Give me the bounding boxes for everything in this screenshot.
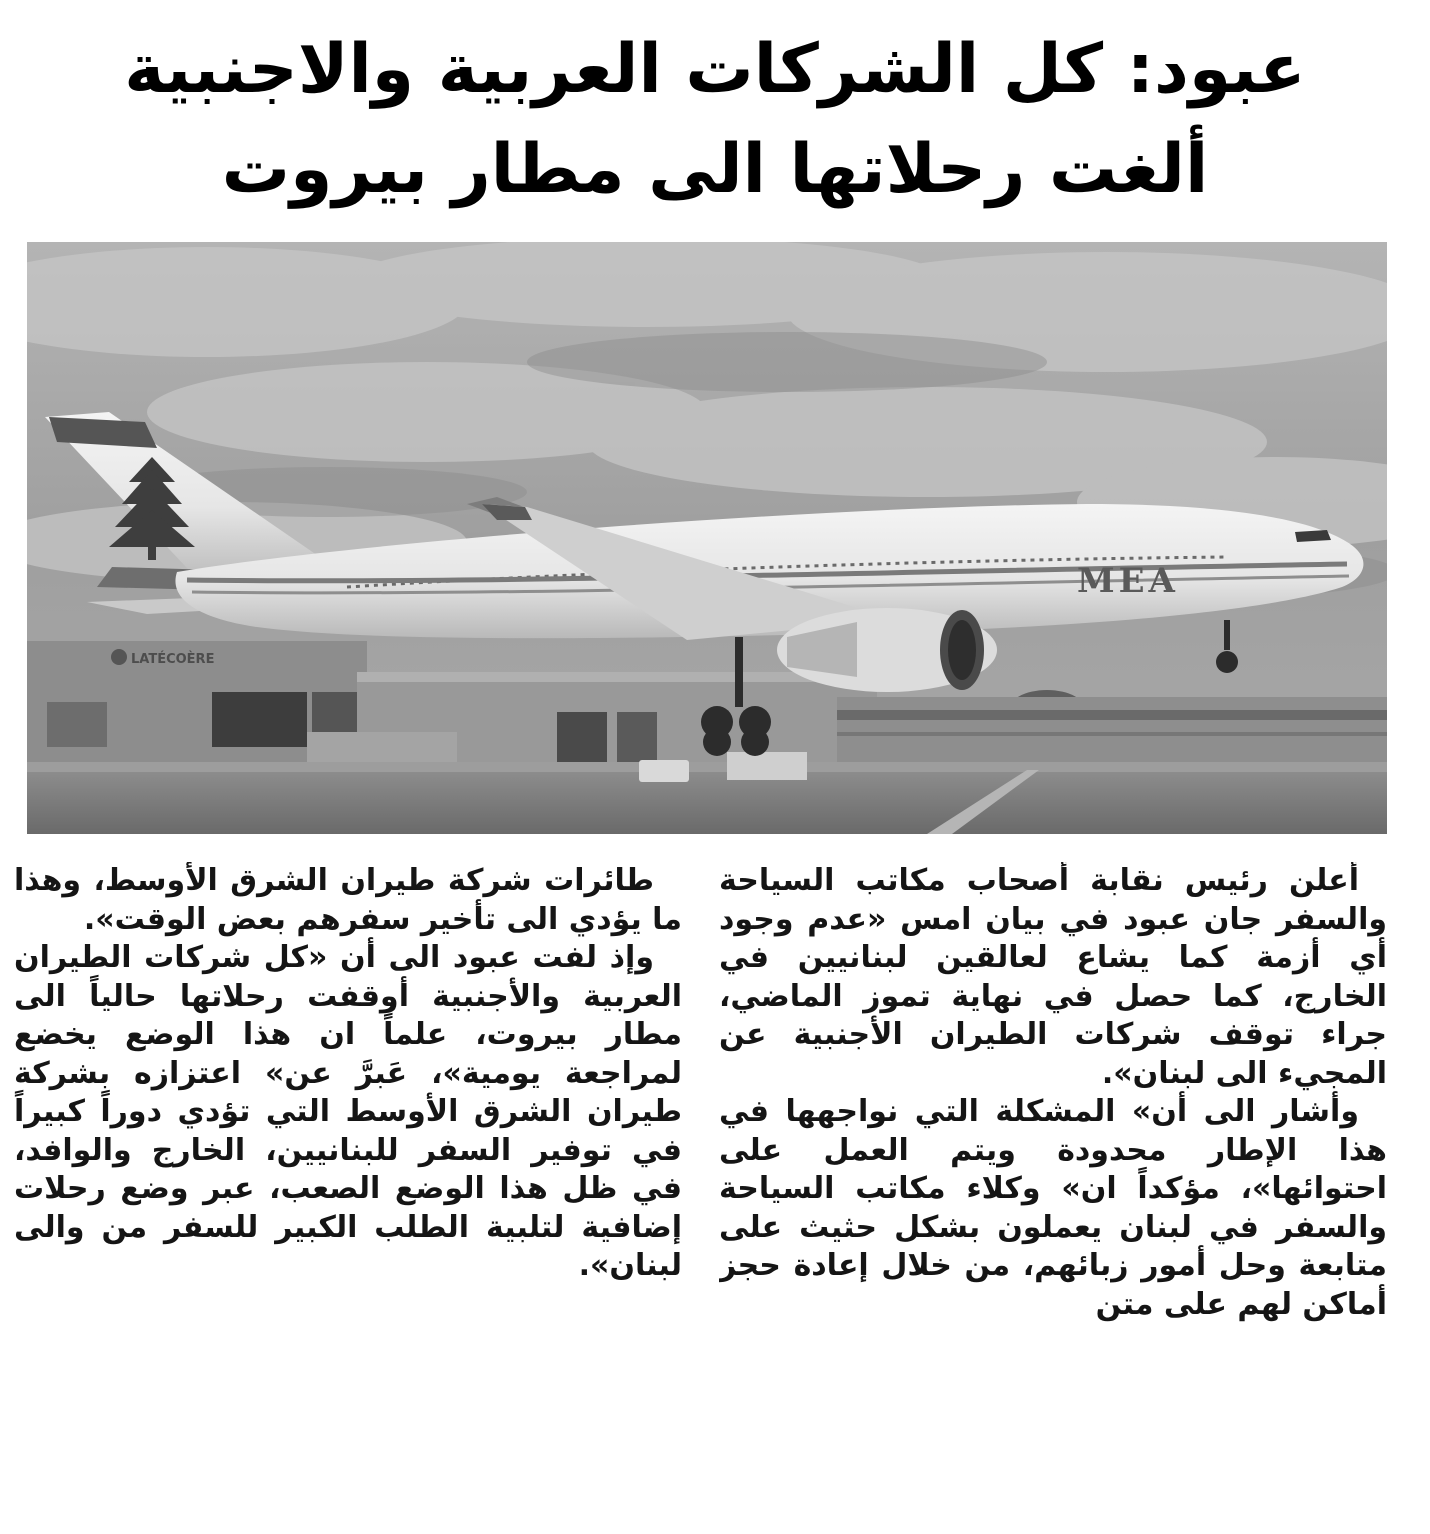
paragraph: وأشار الى أن» المشكلة التي نواجهها في هذا الإطار محدودة ويتم العمل على احتوائها»، مؤكداً ان» وكلاء مكاتب السياحة والسفر في لبنان يعملون بشكل حثيث على متابعة وحل أمور زبائهم، من خلال إعادة حجز أماكن لهم على متن [719, 1094, 1387, 1322]
van [639, 760, 689, 782]
hangar-sign: LATÉCOÈRE [131, 652, 215, 667]
paragraph: وإذ لفت عبود الى أن «كل شركات الطيران العربية والأجنبية أوقفت رحلاتها حالياً الى مطار بيروت، علماً ان هذا الوضع يخضع لمراجعة يومية»، عَبرَّ عن» اعتزازه بشركة طيران الشرق الأوسط التي تؤدي دوراً كبيراً في توفير السفر للبنانيين، الخارج والوافد، في ظل هذا الوضع الصعب، عبر وضع رحلات إضافية لتلبية الطلب الكبير للسفر من والى لبنان». [14, 940, 682, 1283]
paragraph: طائرات شركة طيران الشرق الأوسط، وهذا ما يؤدي الى تأخير سفرهم بعض الوقت». [14, 863, 682, 937]
paragraph: أعلن رئيس نقابة أصحاب مكاتب السياحة والسفر جان عبود في بيان امس «عدم وجود أي أزمة كما يشاع لعالقين لبنانيين في الخارج، كما حصل في نهاية تموز الماضي، جراء توقف شركات الطيران الأجنبية عن المجيء الى لبنان». [719, 863, 1387, 1091]
headline-line-1: عبود: كل الشركات العربية والاجنبية [124, 30, 1306, 109]
aircraft-photo [27, 242, 1387, 834]
engine [777, 608, 997, 692]
headline-line-2: ألغت رحلاتها الى مطار بيروت [221, 130, 1209, 209]
right-building [837, 697, 1387, 772]
cockpit-windows [1295, 530, 1331, 542]
article-column-left [14, 862, 682, 1502]
ground [27, 767, 1387, 834]
article-column-right [719, 862, 1387, 1502]
fuselage-logo: MEA [1077, 561, 1179, 601]
